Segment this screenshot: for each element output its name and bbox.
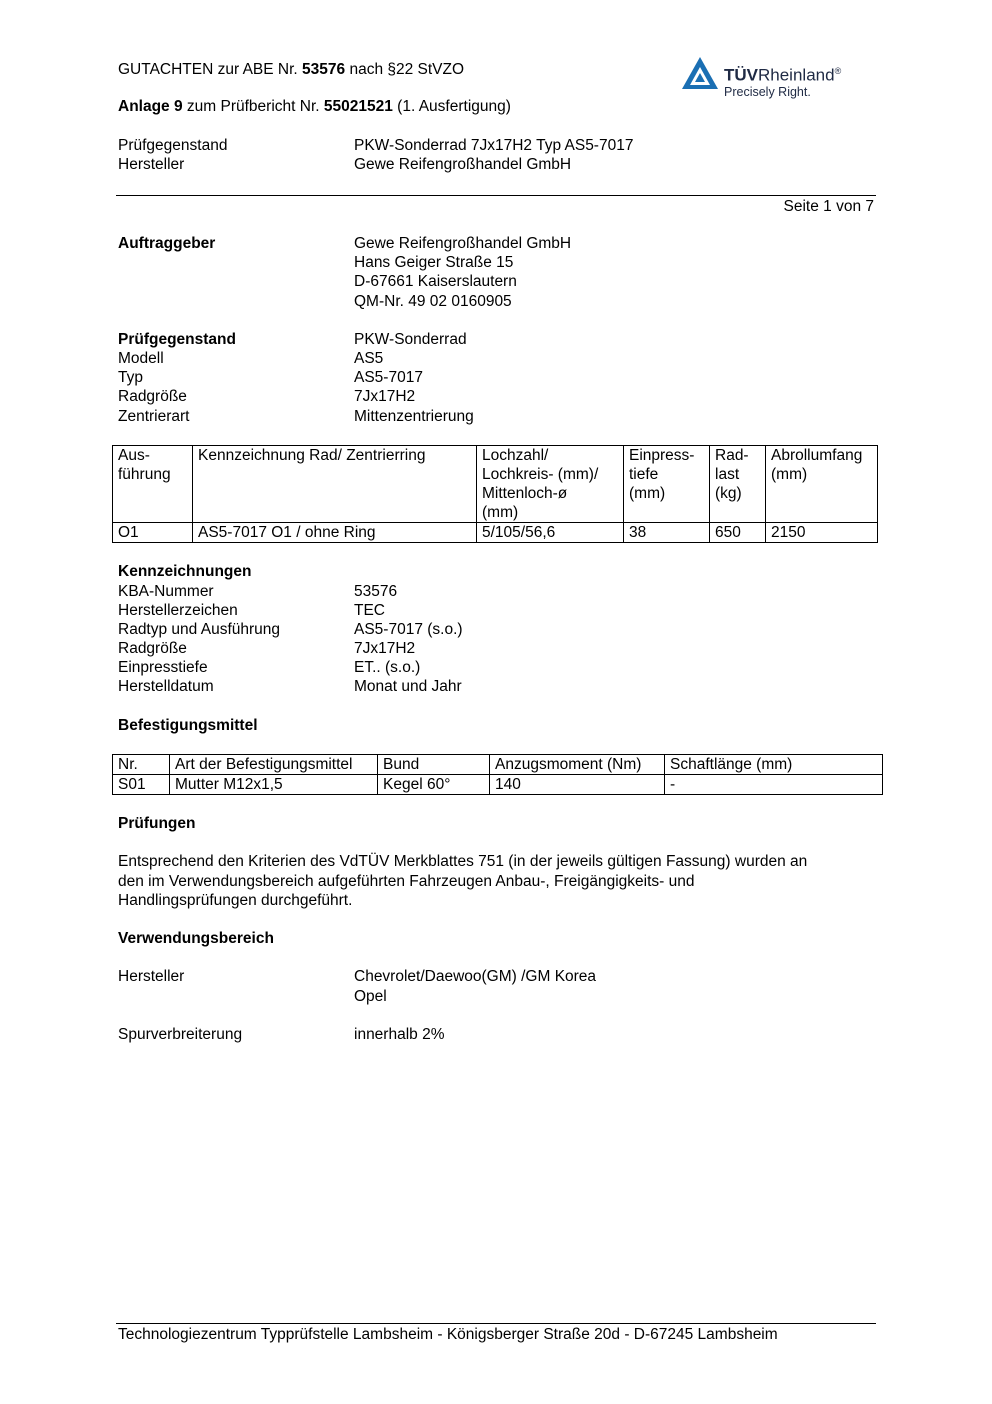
header-label-hersteller: Hersteller — [118, 156, 185, 173]
radtyp-value: AS5-7017 (s.o.) — [354, 621, 463, 638]
pruefungen-text-line: Entsprechend den Kriterien des VdTÜV Merkblattes 751 (in der jeweils gültigen Fassung) wurden an — [118, 853, 808, 870]
pruefgegenstand-title: Prüfgegenstand — [118, 331, 236, 348]
header-value-hersteller: Gewe Reifengroßhandel GmbH — [354, 156, 572, 173]
verwendungsbereich-title: Verwendungsbereich — [118, 930, 274, 947]
wheel-specs-table — [112, 445, 878, 543]
einpresstiefe-value: ET.. (s.o.) — [354, 659, 421, 676]
typ-label: Typ — [118, 369, 143, 386]
column-header: Einpress- tiefe (mm) — [624, 446, 710, 523]
table-row — [113, 523, 878, 543]
column-header: Nr. — [113, 755, 170, 775]
herstellerzeichen-label: Herstellerzeichen — [118, 602, 238, 619]
modell-value: AS5 — [354, 350, 384, 367]
verwendung-hersteller-label: Hersteller — [118, 968, 185, 985]
page-number: Seite 1 von 7 — [783, 198, 874, 215]
header-divider — [116, 195, 876, 196]
radgroesse-value: 7Jx17H2 — [354, 640, 416, 657]
header-value-pruefgegenstand: PKW-Sonderrad 7Jx17H2 Typ AS5-7017 — [354, 137, 634, 154]
auftraggeber-line: Gewe Reifengroßhandel GmbH — [354, 235, 572, 252]
column-header: Art der Befestigungsmittel — [170, 755, 378, 775]
einpresstiefe-label: Einpresstiefe — [118, 659, 208, 676]
spurverbreiterung-label: Spurverbreiterung — [118, 1026, 243, 1043]
herstelldatum-value: Monat und Jahr — [354, 678, 462, 695]
verwendung-hersteller-value: Chevrolet/Daewoo(GM) /GM Korea — [354, 968, 597, 985]
pruefungen-text-line: Handlingsprüfungen durchgeführt. — [118, 892, 353, 909]
table-cell: 140 — [490, 775, 665, 795]
auftraggeber-line: D-67661 Kaiserslautern — [354, 273, 517, 290]
table-cell: 5/105/56,6 — [477, 523, 624, 543]
triangle-logo-icon — [680, 55, 720, 95]
zentrierart-value: Mittenzentrierung — [354, 408, 474, 425]
column-header: Lochzahl/ Lochkreis- (mm)/ Mittenloch-ø (mm) — [477, 446, 624, 523]
auftraggeber-line: Hans Geiger Straße 15 — [354, 254, 514, 271]
column-header: Kennzeichnung Rad/ Zentrierring — [193, 446, 477, 523]
table-cell: Mutter M12x1,5 — [170, 775, 378, 795]
pruefungen-title: Prüfungen — [118, 815, 196, 832]
fastener-table — [112, 754, 883, 795]
typ-value: AS5-7017 — [354, 369, 423, 386]
column-header: Rad- last (kg) — [710, 446, 766, 523]
auftraggeber-title: Auftraggeber — [118, 235, 216, 252]
radgroesse-label: Radgröße — [118, 640, 187, 657]
report-number: 55021521 — [323, 98, 393, 115]
header-label-pruefgegenstand: Prüfgegenstand — [118, 137, 228, 154]
table-cell: O1 — [113, 523, 193, 543]
abe-number: 53576 — [302, 61, 346, 78]
table-cell: 38 — [624, 523, 710, 543]
logo-tagline: Precisely Right. — [724, 85, 811, 99]
radtyp-label: Radtyp und Ausführung — [118, 621, 281, 638]
column-header: Abrollumfang (mm) — [766, 446, 878, 523]
modell-label: Modell — [118, 350, 164, 367]
anlage-label: Anlage 9 — [118, 98, 183, 115]
kba-value: 53576 — [354, 583, 398, 600]
kennzeichnungen-title: Kennzeichnungen — [118, 563, 252, 580]
kba-label: KBA-Nummer — [118, 583, 214, 600]
document-title: GUTACHTEN zur ABE Nr. 53576 nach §22 StVZO — [118, 61, 465, 78]
column-header: Aus- führung — [113, 446, 193, 523]
zentrierart-label: Zentrierart — [118, 408, 190, 425]
table-cell: Kegel 60° — [378, 775, 490, 795]
auftraggeber-line: QM-Nr. 49 02 0160905 — [354, 293, 512, 310]
befestigungsmittel-title: Befestigungsmittel — [118, 717, 258, 734]
column-header: Bund — [378, 755, 490, 775]
table-cell: - — [665, 775, 883, 795]
table-cell: 2150 — [766, 523, 878, 543]
column-header: Anzugsmoment (Nm) — [490, 755, 665, 775]
tuv-rheinland-logo — [680, 55, 870, 105]
document-subtitle: Anlage 9 zum Prüfbericht Nr. 55021521 (1. Ausfertigung) — [118, 98, 511, 115]
column-header: Schaftlänge (mm) — [665, 755, 883, 775]
table-row — [113, 775, 883, 795]
radgroesse-value: 7Jx17H2 — [354, 388, 416, 405]
table-cell: S01 — [113, 775, 170, 795]
herstelldatum-label: Herstelldatum — [118, 678, 214, 695]
table-header-row — [113, 755, 883, 775]
herstellerzeichen-value: TEC — [354, 602, 385, 619]
pruefgegenstand-value: PKW-Sonderrad — [354, 331, 467, 348]
pruefungen-text-line: den im Verwendungsbereich aufgeführten Fahrzeugen Anbau-, Freigängigkeits- und — [118, 873, 695, 890]
table-header-row — [113, 446, 878, 523]
radgroesse-label: Radgröße — [118, 388, 187, 405]
table-cell: 650 — [710, 523, 766, 543]
verwendung-hersteller-value: Opel — [354, 988, 387, 1005]
spurverbreiterung-value: innerhalb 2% — [354, 1026, 445, 1043]
logo-brand: TÜVRheinland® — [724, 65, 842, 85]
footer-divider — [116, 1323, 876, 1324]
footer-address: Technologiezentrum Typprüfstelle Lambsheim - Königsberger Straße 20d - D-67245 Lambsheim — [118, 1326, 778, 1343]
table-cell: AS5-7017 O1 / ohne Ring — [193, 523, 477, 543]
